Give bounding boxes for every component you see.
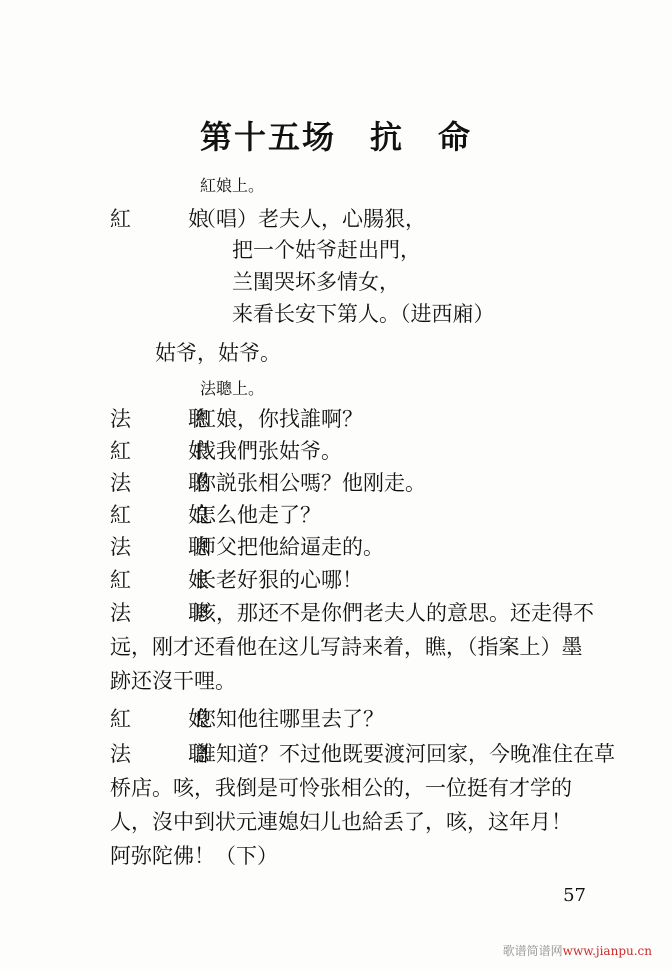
- dialogue-line: 桥店。咳，我倒是可怜张相公的，一位挺有才学的: [110, 776, 572, 800]
- dialogue-line: 把一个姑爷赶出門，: [232, 238, 421, 262]
- speaker-label: 紅 娘: [110, 707, 227, 731]
- dialogue-line: 兰閨哭坏多情女，: [232, 270, 400, 294]
- speaker-label: 紅 娘: [110, 568, 227, 592]
- dialogue-line: 阿弥陀佛！（下）: [110, 844, 278, 868]
- page-title: 第十五场 抗 命: [199, 118, 472, 156]
- dialogue-line: 人，沒中到状元連媳妇儿也給丢了，咳，这年月！: [110, 810, 572, 834]
- page-number: 57: [563, 885, 586, 906]
- dialogue-line: （唱）老夫人，心腸狠，: [195, 207, 426, 231]
- watermark-red: www.jianpu.cn: [562, 944, 652, 958]
- dialogue-line: 咳，那还不是你們老夫人的意思。还走得不: [195, 601, 594, 625]
- dialogue-line: 怎么他走了？: [195, 503, 321, 527]
- watermark: [503, 942, 652, 959]
- dialogue-line: 师父把他給逼走的。: [195, 535, 384, 559]
- speaker-label: 紅 娘: [110, 503, 227, 527]
- dialogue-line: 来看长安下第人。（进西廂）: [232, 302, 495, 326]
- dialogue-line: 紅娘，你找誰啊？: [195, 407, 363, 431]
- speaker-label: 法 聰: [110, 471, 227, 495]
- dialogue-line: 找我們张姑爷。: [195, 439, 342, 463]
- speaker-label: 法 聰: [110, 535, 227, 559]
- dialogue-line: 远，刚才还看他在这儿写詩来着，瞧，（指案上）墨: [110, 635, 583, 659]
- dialogue-line: 长老好狠的心哪！: [195, 568, 363, 592]
- speaker-label: 法 聰: [110, 407, 227, 431]
- speaker-label: 紅 娘: [110, 207, 227, 231]
- stage-direction: 紅娘上。: [200, 176, 265, 195]
- dialogue-line: 您知他往哪里去了？: [195, 707, 384, 731]
- watermark-grey: 歌谱简谱网: [502, 944, 563, 958]
- speaker-label: 法 聰: [110, 742, 227, 766]
- dialogue-line: 姑爷，姑爷。: [155, 341, 281, 365]
- speaker-label: 法 聰: [110, 601, 227, 625]
- stage-direction: 法聰上。: [200, 379, 265, 398]
- dialogue-line: 誰知道？不过他既要渡河回家，今晚准住在草: [195, 742, 615, 766]
- speaker-label: 紅 娘: [110, 439, 227, 463]
- dialogue-line: 你説张相公嗎？他刚走。: [195, 471, 426, 495]
- dialogue-line: 跡还沒干哩。: [110, 669, 236, 693]
